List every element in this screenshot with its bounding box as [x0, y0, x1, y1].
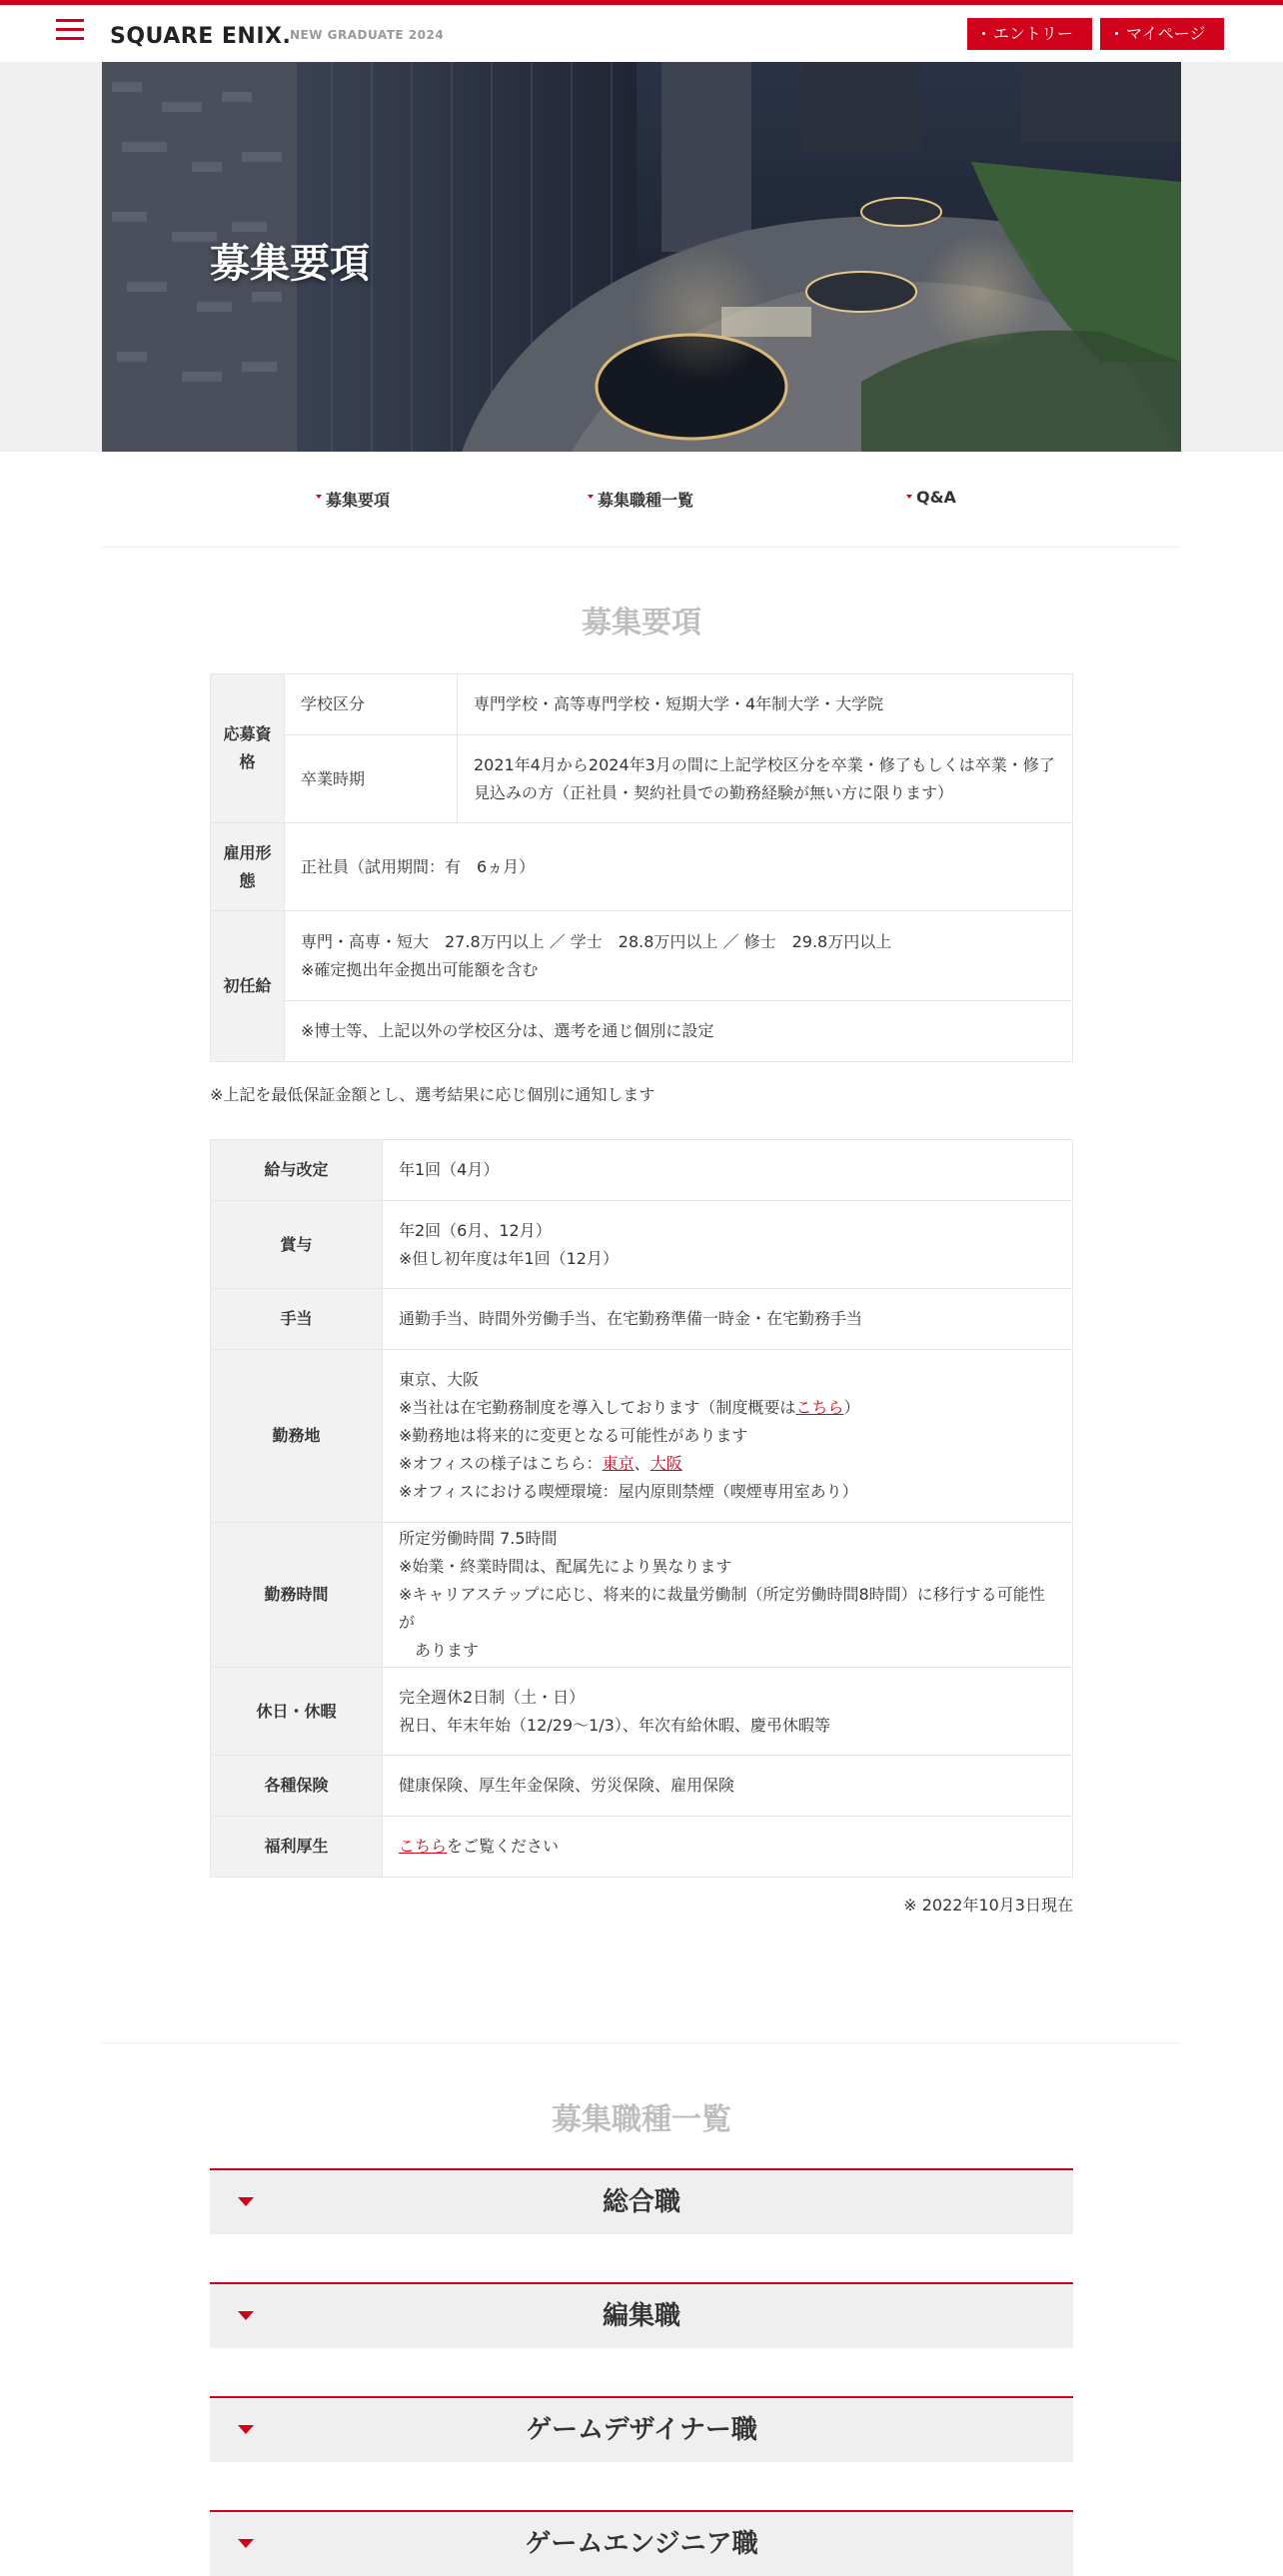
- section-title-requirements: 募集要項: [582, 606, 701, 641]
- location-line: ※オフィスにおける喫煙環境：屋内原則禁煙（喫煙専用室あり）: [399, 1482, 858, 1501]
- site-header: [0, 5, 1283, 62]
- bonus-line: ※但し初年度は年1回（12月）: [399, 1248, 619, 1268]
- holiday-value: [383, 1668, 1073, 1756]
- details-table: [210, 1139, 1073, 1878]
- graduation-value: [458, 735, 1073, 823]
- graduation-line: 2021年4月から2024年3月の間に上記学校区分を卒業・修了もしくは卒業・修了: [474, 754, 1055, 774]
- anchor-link-qa[interactable]: Q&A: [906, 488, 956, 507]
- table-row: [211, 1523, 1073, 1668]
- nav-divider: [102, 547, 1181, 548]
- hours-label: 勤務時間: [211, 1523, 383, 1668]
- school-value: 専門学校・高等専門学校・短期大学・4年制大学・大学院: [458, 674, 1073, 735]
- raise-value: 年1回（4月）: [383, 1140, 1073, 1201]
- table-row: [211, 1817, 1073, 1878]
- location-line: ※オフィスの様子はこちら：東京、大阪: [399, 1454, 682, 1473]
- employment-value: 正社員（試用期間：有 6ヵ月）: [285, 823, 1073, 911]
- menu-icon[interactable]: [56, 19, 84, 41]
- anchor-link-requirements[interactable]: 募集要項: [316, 488, 390, 511]
- location-value: [383, 1350, 1073, 1523]
- bonus-line: 年2回（6月、12月）: [399, 1220, 552, 1240]
- hours-line: 所定労働時間 7.5時間: [399, 1529, 558, 1548]
- table-row: [211, 1756, 1073, 1817]
- hero-title: 募集要項: [210, 241, 370, 287]
- salary-value: [285, 911, 1073, 1001]
- location-line: ※当社は在宅勤務制度を導入しております（制度概要はこちら）: [399, 1398, 860, 1417]
- allowance-label: 手当: [211, 1289, 383, 1350]
- office-osaka-link[interactable]: 大阪: [649, 1454, 682, 1473]
- accordion-label: ゲームエンジニア職: [525, 2529, 758, 2559]
- accordion-label: ゲームデザイナー職: [526, 2415, 757, 2445]
- hours-line: ※キャリアステップに応じ、将来的に裁量労働制（所定労働時間8時間）に移行する可能性が: [399, 1585, 1045, 1632]
- mypage-button[interactable]: マイページ: [1100, 18, 1224, 50]
- table-row: [211, 1140, 1073, 1201]
- allowance-value: 通勤手当、時間外労働手当、在宅勤務準備一時金・在宅勤務手当: [383, 1289, 1073, 1350]
- holiday-line: 完全週休2日制（土・日）: [399, 1687, 586, 1707]
- table-row: [211, 823, 1073, 911]
- insurance-value: 健康保険、厚生年金保険、労災保険、雇用保険: [383, 1756, 1073, 1817]
- table-row: [211, 1289, 1073, 1350]
- accordion-label: 編集職: [602, 2301, 680, 2331]
- salary-line: ※確定拠出年金拠出可能額を含む: [301, 959, 539, 979]
- remote-work-link[interactable]: こちら: [795, 1398, 844, 1417]
- graduation-line: 見込みの方（正社員・契約社員での勤務経験が無い方に限ります）: [474, 782, 954, 802]
- salary-line: 専門・高専・短大 27.8万円以上 ／ 学士 28.8万円以上 ／ 修士 29.8万円以上: [301, 931, 892, 951]
- accordion-general[interactable]: [210, 2168, 1073, 2234]
- hours-value: [383, 1523, 1073, 1668]
- hours-line: ※始業・終業時間は、配属先により異なります: [399, 1557, 732, 1576]
- welfare-link[interactable]: こちら: [399, 1837, 448, 1856]
- salary-note: ※博士等、上記以外の学校区分は、選考を通じ個別に設定: [285, 1001, 1073, 1062]
- logo-subtitle: NEW GRADUATE 2024: [290, 28, 445, 42]
- table-row: [211, 674, 1073, 735]
- location-line: 東京、大阪: [399, 1370, 480, 1389]
- table-row: [211, 1201, 1073, 1289]
- raise-label: 給与改定: [211, 1140, 383, 1201]
- table-row: [211, 735, 1073, 823]
- holiday-label: 休日・休暇: [211, 1668, 383, 1756]
- entry-button[interactable]: エントリー: [967, 18, 1092, 50]
- table-row: [211, 1668, 1073, 1756]
- table-row: [211, 1001, 1073, 1062]
- table-row: [211, 911, 1073, 1001]
- school-label: 学校区分: [285, 674, 458, 735]
- hours-line: あります: [399, 1641, 480, 1660]
- hero-banner: [102, 62, 1181, 452]
- requirements-table: [210, 673, 1073, 1062]
- holiday-line: 祝日、年末年始（12/29～1/3）、年次有給休暇、慶弔休暇等: [399, 1715, 830, 1735]
- qualification-header: 応募資格: [211, 674, 285, 823]
- office-tokyo-link[interactable]: 東京: [602, 1454, 635, 1473]
- section-title-positions: 募集職種一覧: [552, 2102, 731, 2137]
- graduation-label: 卒業時期: [285, 735, 458, 823]
- accordion-label: 総合職: [602, 2187, 680, 2217]
- welfare-value: こちらをご覧ください: [383, 1817, 1073, 1878]
- bonus-label: 賞与: [211, 1201, 383, 1289]
- insurance-label: 各種保険: [211, 1756, 383, 1817]
- salary-footnote: ※上記を最低保証金額とし、選考結果に応じ個別に通知します: [210, 1085, 655, 1104]
- accordion-game-designer[interactable]: [210, 2396, 1073, 2462]
- as-of-date: ※ 2022年10月3日現在: [903, 1896, 1073, 1915]
- section-divider: [102, 2042, 1181, 2043]
- location-line: ※勤務地は将来的に変更となる可能性があります: [399, 1426, 748, 1445]
- square-enix-logo[interactable]: SQUARE ENIX.: [110, 24, 292, 49]
- welfare-label: 福利厚生: [211, 1817, 383, 1878]
- accordion-editorial[interactable]: [210, 2282, 1073, 2348]
- table-row: [211, 1350, 1073, 1523]
- anchor-link-positions[interactable]: 募集職種一覧: [588, 488, 693, 511]
- salary-header: 初任給: [211, 911, 285, 1062]
- accordion-game-engineer[interactable]: [210, 2510, 1073, 2576]
- location-label: 勤務地: [211, 1350, 383, 1523]
- bonus-value: [383, 1201, 1073, 1289]
- employment-header: 雇用形態: [211, 823, 285, 911]
